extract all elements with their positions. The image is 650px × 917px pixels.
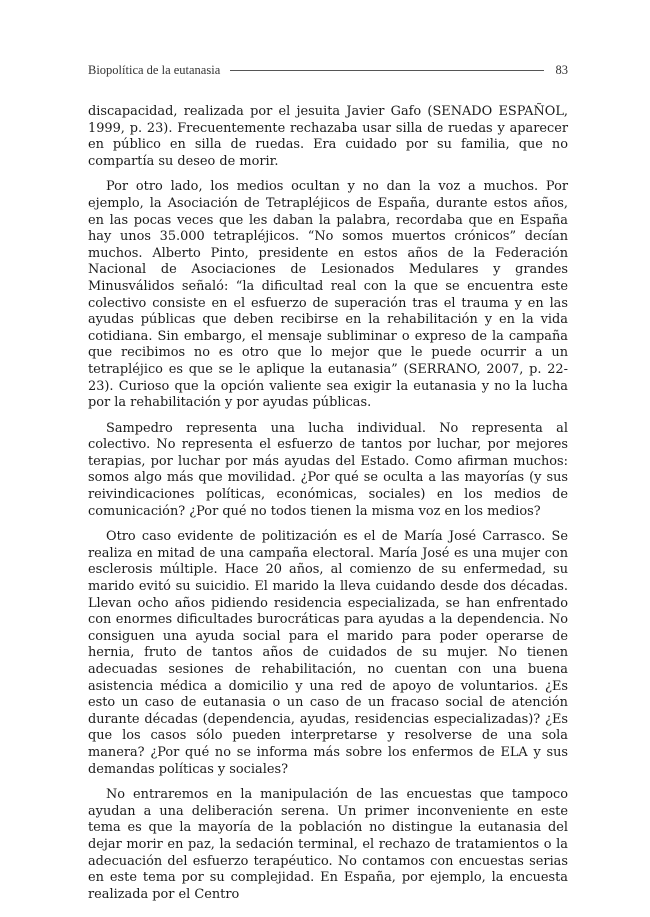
running-header — [88, 63, 568, 78]
paragraph-5: No entraremos en la manipulación de las encuestas que tampoco ayudan a una deliberación serena. Un primer inconveniente en este tema es que la mayoría de la población no distingue la eutanasia del dejar morir en paz, la sedación terminal, el rechazo de tratamientos o la adecuación del esfuerzo terapéutico. No contamos con encuestas serias en este tema por su complejidad. En España, por ejemplo, la encuesta realizada por el Centro — [88, 787, 568, 902]
paragraph-3: Sampedro representa una lucha individual. No representa al colectivo. No representa el esfuerzo de tantos por luchar, por mejores terapias, por luchar por más ayudas del Estado. Como afirman muchos: somos algo más que movilidad. ¿Por qué se oculta a las mayorías (y sus reivindicaciones políticas, económicas, sociales) en los medios de comunicación? ¿Por qué no todos tienen la misma voz en los medios? — [88, 420, 568, 519]
body-text — [88, 104, 568, 912]
paragraph-1: discapacidad, realizada por el jesuita Javier Gafo (SENADO ESPAÑOL, 1999, p. 23). Frecuentemente rechazaba usar silla de ruedas y aparecer en público en silla de ruedas. Era cuidado por su familia, que no compartía su deseo de morir. — [88, 104, 568, 169]
page-number: 83 — [555, 63, 568, 77]
paragraph-4: Otro caso evidente de politización es el de María José Carrasco. Se realiza en mitad de una campaña electoral. María José es una mujer con esclerosis múltiple. Hace 20 años, al comienzo de su enfermedad, su marido evitó su suicidio. El marido la lleva cuidando desde dos décadas. Llevan ocho años pidiendo residencia especializada, se han enfrentado con enormes dificultades burocráticas para ayudas a la dependencia. No consiguen una ayuda social para el marido para poder operarse de hernia, fruto de tantos años de cuidados de su mujer. No tienen adecuadas sesiones de rehabilitación, no cuentan con una buena asistencia médica a domicilio y una red de apoyo de voluntarios. ¿Es esto un caso de eutanasia o un caso de un fracaso social de atención durante décadas (dependencia, ayudas, residencias especializadas)? ¿Es que los casos sólo pueden interpretarse y resolverse de una sola manera? ¿Por qué no se informa más sobre los enfermos de ELA y sus demandas políticas y sociales? — [88, 529, 568, 777]
paragraph-2: Por otro lado, los medios ocultan y no dan la voz a muchos. Por ejemplo, la Asociación de Tetrapléjicos de España, durante estos años, en las pocas veces que les daban la palabra, recordaba que en España hay unos 35.000 tetrapléjicos. “No somos muertos crónicos” decían muchos. Alberto Pinto, presidente en estos años de la Federación Nacional de Asociaciones de Lesionados Medulares y grandes Minusválidos señaló: “la dificultad real con la que se encuentra este colectivo consiste en el esfuerzo de superación tras el trauma y en las ayudas públicas que deben recibirse en la rehabilitación y en la vida cotidiana. Sin embargo, el mensaje subliminar o expreso de la campaña que recibimos no es otro que lo mejor que le puede ocurrir a un tetrapléjico es que se le aplique la eutanasia” (SERRANO, 2007, p. 22-23). Curioso que la opción valiente sea exigir la eutanasia y no la lucha por la rehabilitación y por ayudas públicas. — [88, 179, 568, 411]
header-rule — [230, 70, 543, 71]
running-title: Biopolítica de la eutanasia — [88, 63, 221, 77]
